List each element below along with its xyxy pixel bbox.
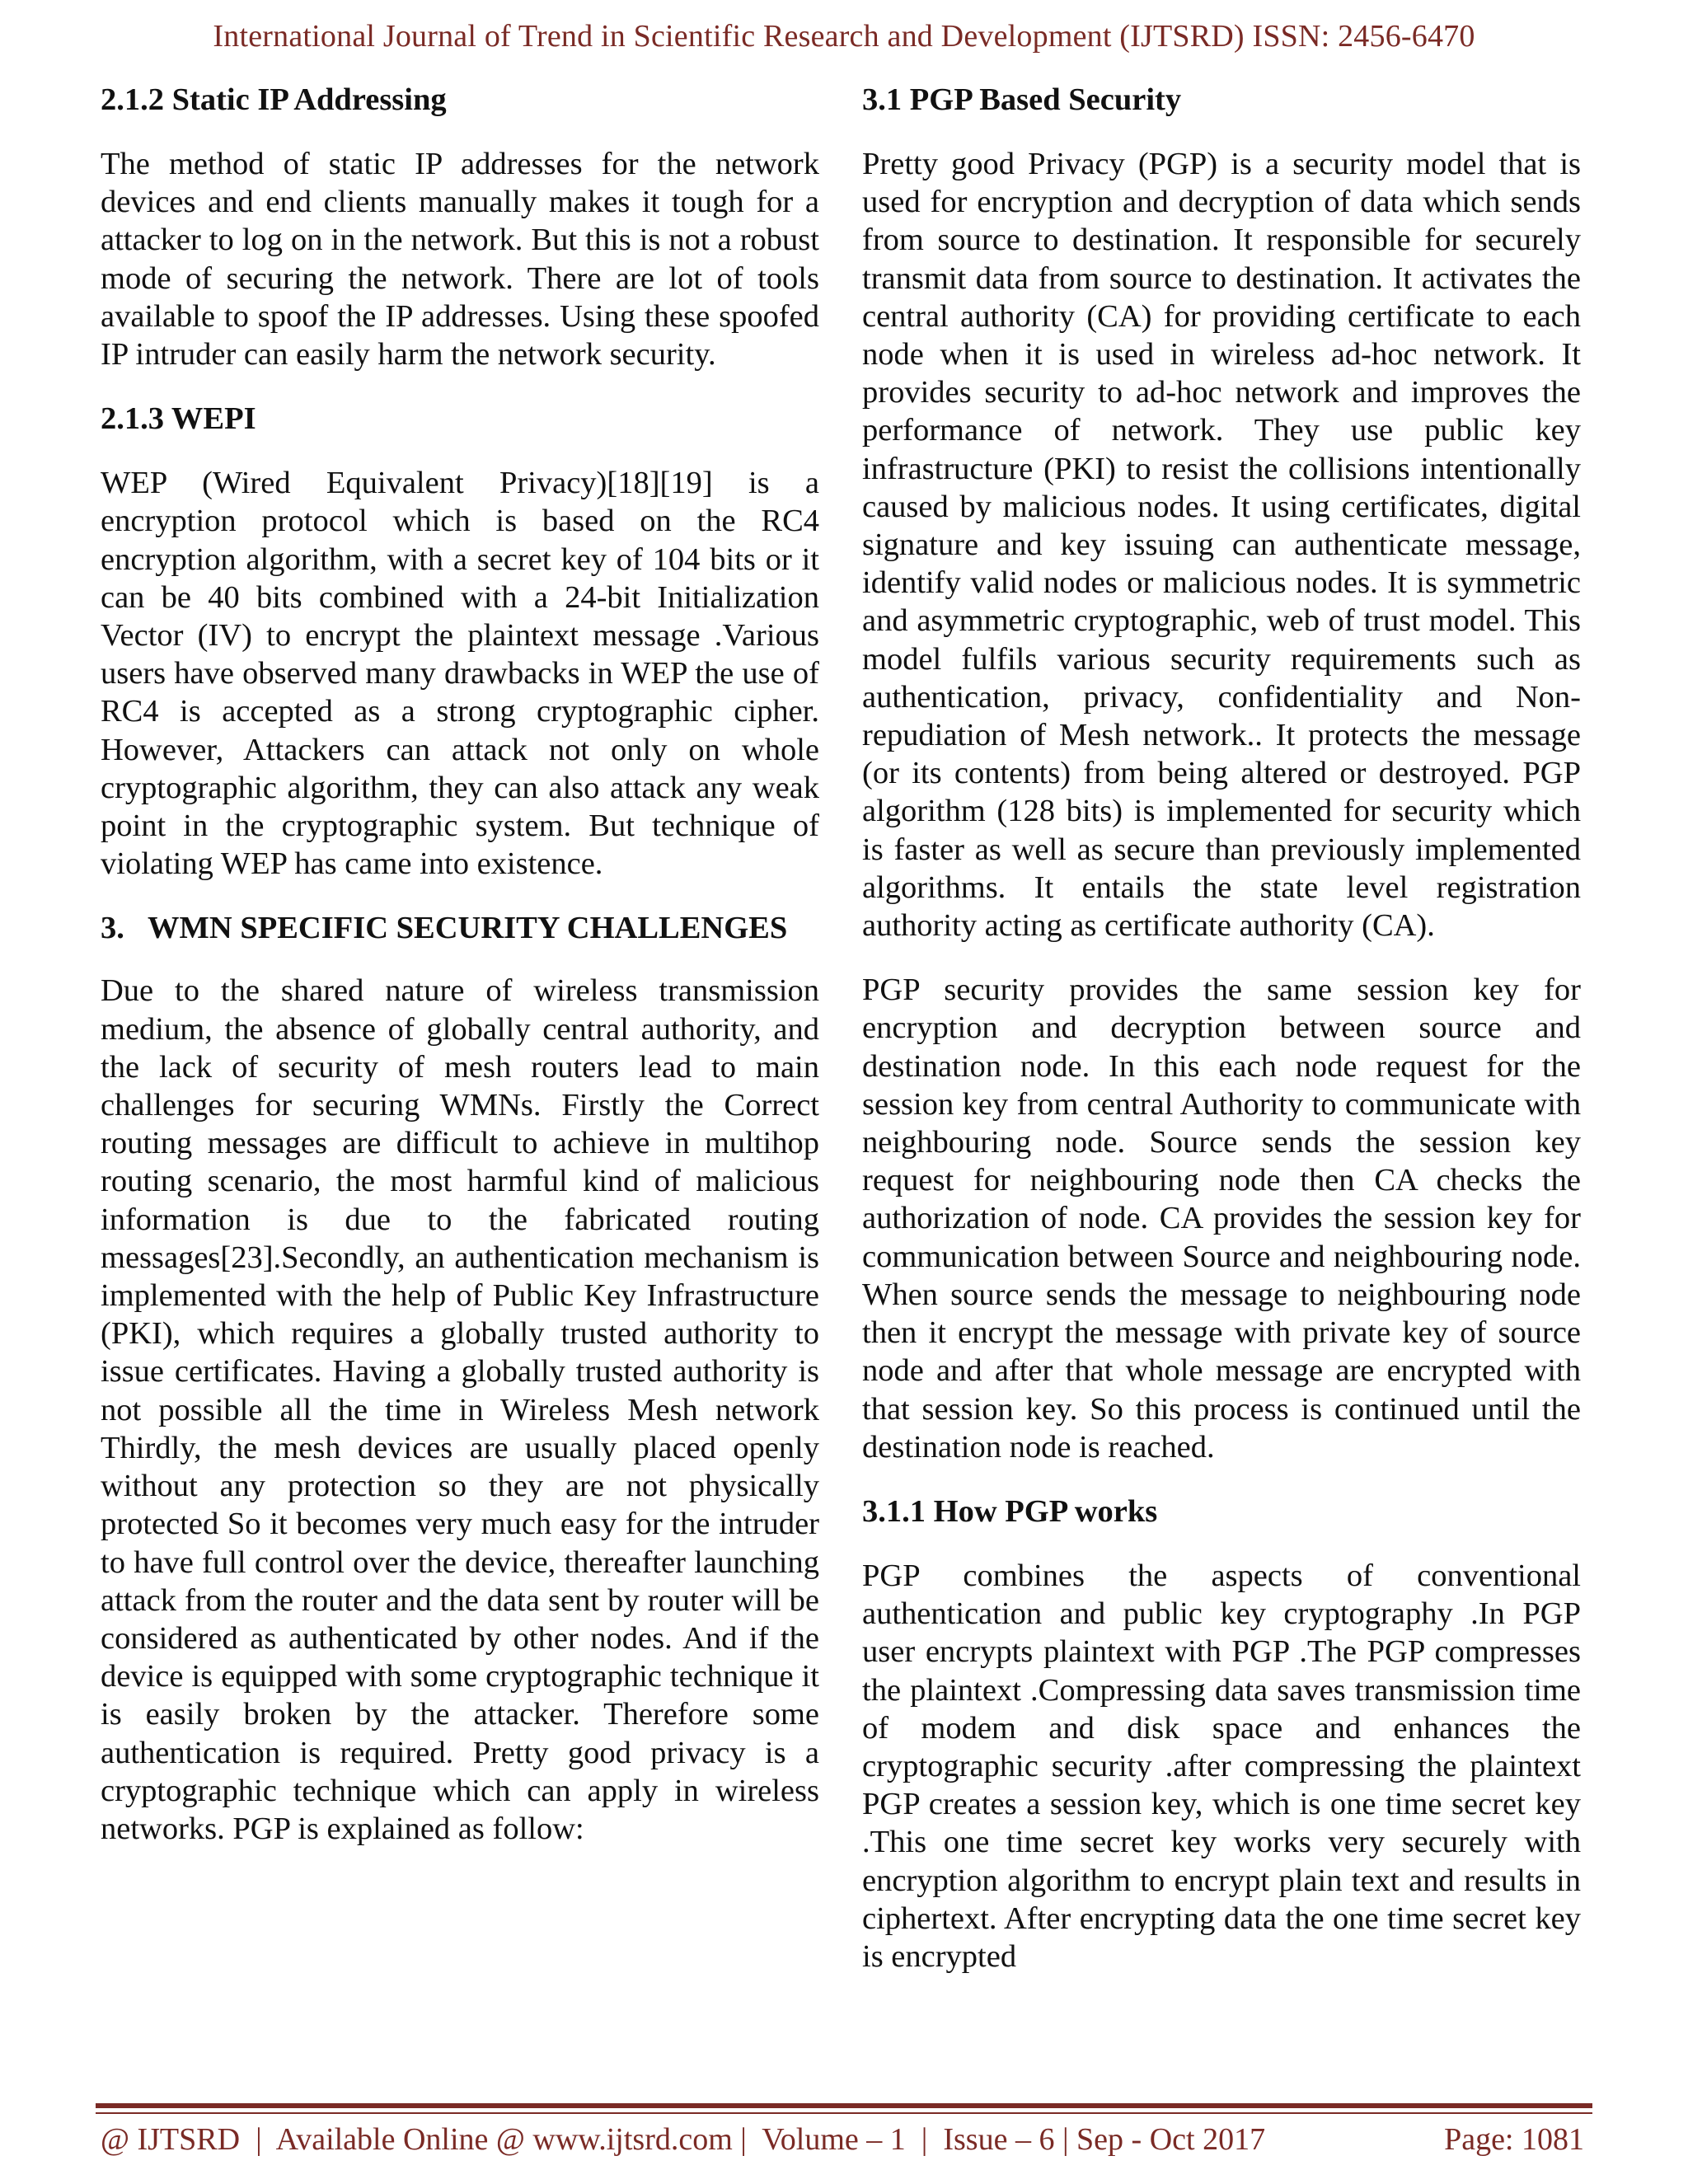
journal-header: International Journal of Trend in Scientific Research and Development (IJTSRD) ISSN: 2456-6470 bbox=[213, 19, 1475, 54]
page-number: Page: 1081 bbox=[1444, 2122, 1584, 2157]
paragraph-wepi: WEP (Wired Equivalent Privacy)[18][19] is a encryption protocol which is based on the RC4 encryption algorithm, with a secret key of 104 bits or it can be 40 bits combined with a 24-bit Initialization Vector (IV) to encrypt the plaintext message .Various users have observed many drawbacks in WEP the use of RC4 is accepted as a strong cryptographic cipher. However, Attackers can attack not only on whole cryptographic algorithm, they can also attack any weak point in the cryptographic system. But technique of violating WEP has came into existence. bbox=[101, 466, 819, 882]
footer-rule-thick bbox=[96, 2103, 1592, 2108]
section-heading-pgp-security: 3.1 PGP Based Security bbox=[862, 82, 1182, 117]
footer-info: @ IJTSRD | Available Online @ www.ijtsrd.com | Volume – 1 | Issue – 6 | Sep - Oct 2017 bbox=[101, 2122, 1266, 2157]
paragraph-static-ip: The method of static IP addresses for the network devices and end clients manually makes it tough for a attacker to log on in the network. But this is not a robust mode of securing the network. There are lot of tools available to spoof the IP addresses. Using these spoofed IP intruder can easily harm the network security. bbox=[101, 147, 819, 373]
section-heading-wmn-challenges: 3. WMN SPECIFIC SECURITY CHALLENGES bbox=[101, 911, 788, 946]
section-heading-wepi: 2.1.3 WEPI bbox=[101, 401, 256, 437]
section-heading-how-pgp-works: 3.1.1 How PGP works bbox=[862, 1493, 1158, 1529]
footer-rule-thin bbox=[96, 2112, 1592, 2114]
section-heading-static-ip: 2.1.2 Static IP Addressing bbox=[101, 82, 447, 117]
paragraph-how-pgp-works: PGP combines the aspects of conventional authentication and public key cryptography .In PGP user encrypts plaintext with PGP .The PGP compresses the plaintext .Compressing data saves transmission time of modem and disk space and enhances the cryptographic security .after compressing the plaintext PGP creates a session key, which is one time secret key .This one time secret key works very securely with encryption algorithm to encrypt plain text and results in ciphertext. After encrypting data the one time secret key is encrypted bbox=[862, 1558, 1581, 1974]
left-column bbox=[101, 81, 819, 1874]
paragraph-pgp-security-1: Pretty good Privacy (PGP) is a security model that is used for encryption and decryption of data which sends from source to destination. It responsible for securely transmit data from source to destination. It activates the central authority (CA) for providing certificate to each node when it is used in wireless ad-hoc network. It provides security to ad-hoc network and improves the performance of network. They use public key infrastructure (PKI) to resist the collisions intentionally caused by malicious nodes. It using certificates, digital signature and key issuing can authenticate message, identify valid nodes or malicious nodes. It is symmetric and asymmetric cryptographic, web of trust model. This model fulfils various security requirements such as authentication, privacy, confidentiality and Non-repudiation of Mesh network.. It protects the message (or its contents) from being altered or destroyed. PGP algorithm (128 bits) is implemented for security which is faster as well as secure than previously implemented algorithms. It entails the state level registration authority acting as certificate authority (CA). bbox=[862, 147, 1581, 944]
paragraph-wmn-challenges: Due to the shared nature of wireless transmission medium, the absence of globally central authority, and the lack of security of mesh routers lead to main challenges for securing WMNs. Firstly the Correct routing messages are difficult to achieve in multihop routing scenario, the most harmful kind of malicious information is due to the fabricated routing messages[23].Secondly, an authentication mechanism is implemented with the help of Public Key Infrastructure (PKI), which requires a globally trusted authority to issue certificates. Having a globally trusted authority is not possible all the time in Wireless Mesh network Thirdly, the mesh devices are usually placed openly without any protection so they are not physically protected So it becomes very much easy for the intruder to have full control over the device, thereafter launching attack from the router and the data sent by router will be considered as authenticated by other nodes. And if the device is equipped with some cryptographic technique it is easily broken by the attacker. Therefore some authentication is required. Pretty good privacy is a cryptographic technique which can apply in wireless networks. PGP is explained as follow: bbox=[101, 973, 819, 1846]
paragraph-pgp-security-2: PGP security provides the same session key for encryption and decryption between source and destination node. In this each node request for the session key from central Authority to communicate with neighbouring node. Source sends the session key request for neighbouring node then CA checks the authorization of node. CA provides the session key for communication between Source and neighbouring node. When source sends the message to neighbouring node then it encrypt the message with private key of source node and after that whole message are encrypted with that session key. So this process is continued until the destination node is reached. bbox=[862, 972, 1581, 1465]
right-column bbox=[862, 81, 1581, 2002]
